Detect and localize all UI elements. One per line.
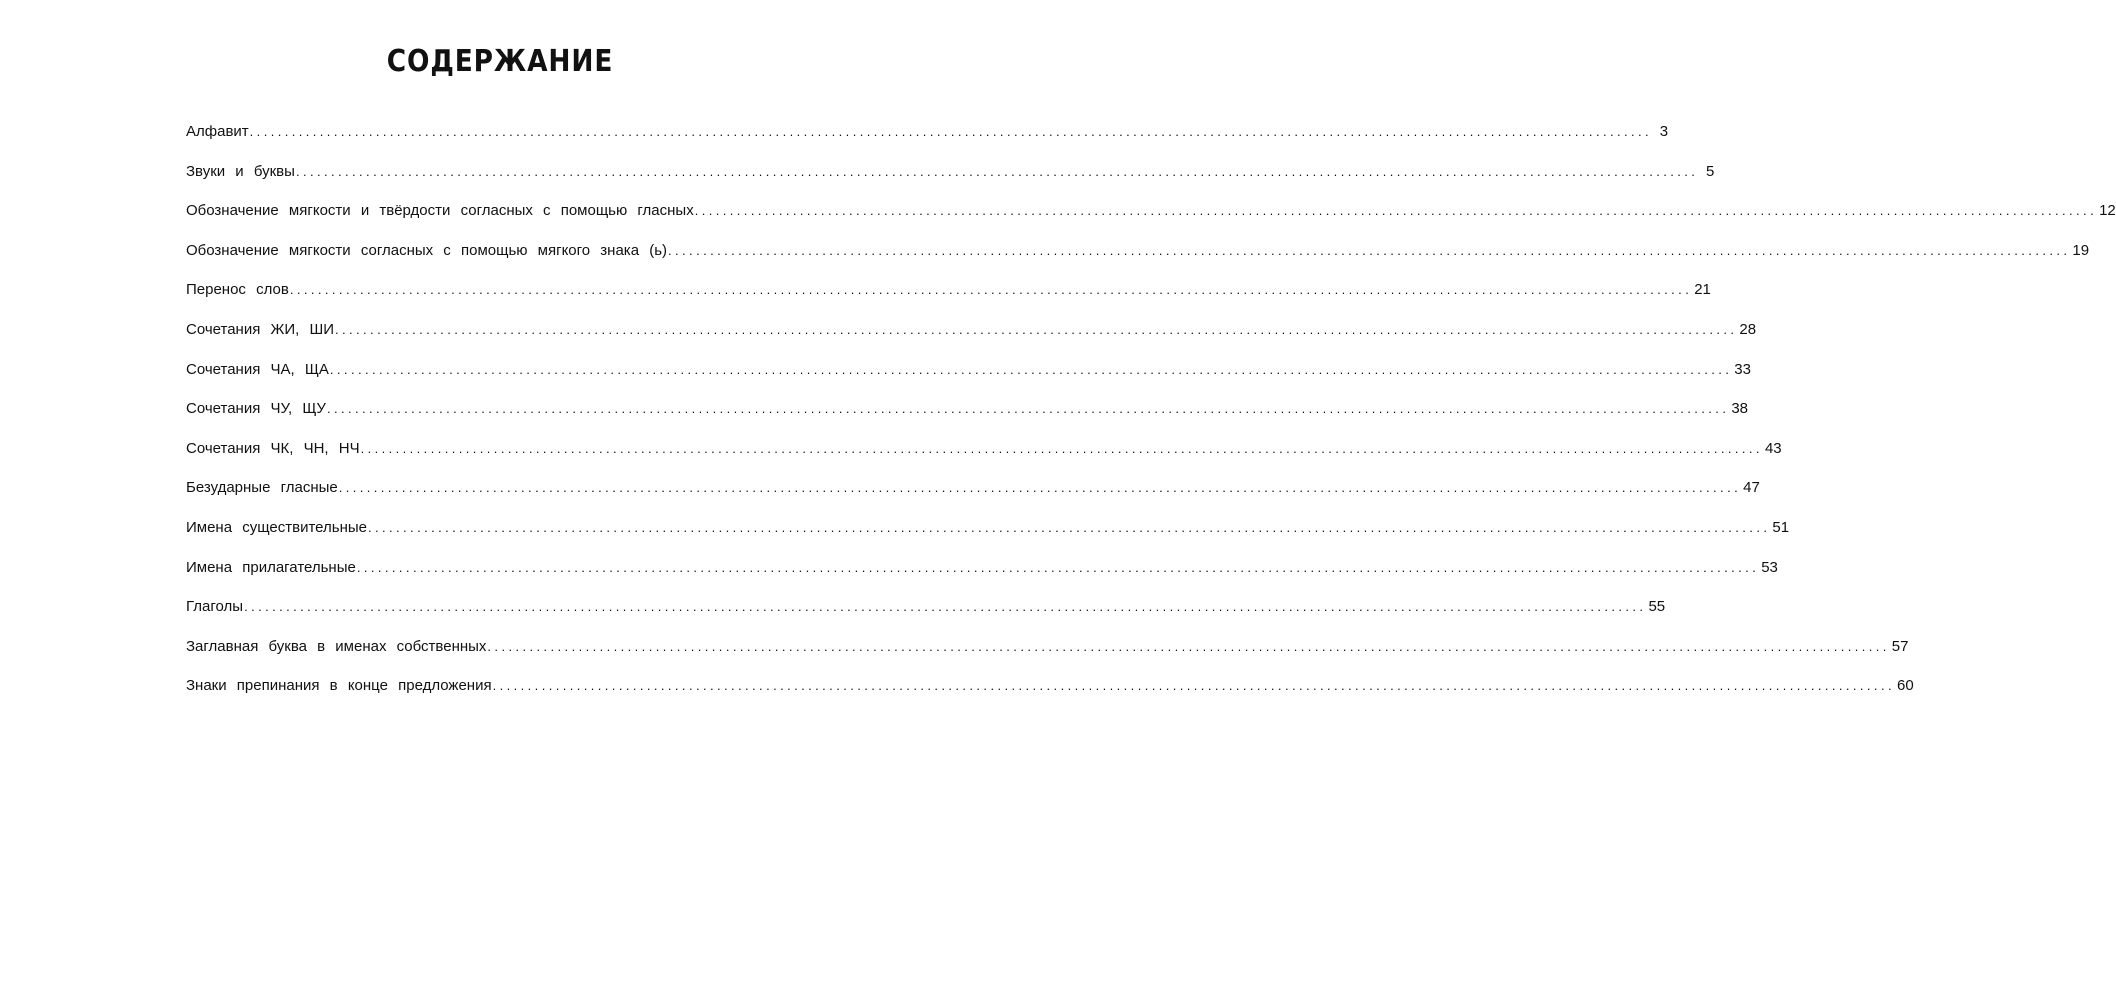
toc-entry (186, 672, 1914, 712)
dot-leader: ........................................................................................................................................................................................................ (367, 519, 1771, 535)
dot-leader: ........................................................................................................................................................................................................ (329, 361, 1733, 377)
toc-entry (186, 554, 1778, 594)
toc-entry-title: Сочетания ЖИ, ШИ (186, 320, 334, 338)
dot-leader: ........................................................................................................................................................................................................ (360, 440, 1763, 456)
toc-entry (186, 316, 1757, 356)
toc-entry (186, 514, 1790, 554)
toc-entry-title: Сочетания ЧУ, ЩУ (186, 400, 326, 418)
toc-entry-title: Имена существительные (186, 518, 367, 536)
toc-entry-title: Сочетания ЧК, ЧН, НЧ (186, 439, 360, 457)
toc-entry (186, 276, 1711, 316)
toc-entry-title: Заглавная буква в именах собственных (186, 637, 487, 655)
page-title: СОДЕРЖАНИЕ (386, 44, 614, 79)
dot-leader: ........................................................................................................................................................................................................ (289, 282, 1693, 298)
toc-entry-title: Перенос слов (186, 281, 289, 299)
toc-entry (186, 435, 1782, 475)
dot-leader: ........................................................................................................................................................................................................ (295, 163, 1699, 179)
dot-leader: ........................................................................................................................................................................................................ (335, 321, 1738, 337)
toc-entry-page-number: 28 (1739, 320, 1757, 338)
toc-entry-page-number: 12 (2099, 202, 2116, 220)
table-of-contents (186, 118, 2116, 712)
toc-entry (186, 158, 1715, 198)
toc-entry-page-number: 3 (1659, 123, 1669, 140)
toc-entry-title: Имена прилагательные (186, 558, 356, 576)
toc-entry (186, 593, 1666, 633)
toc-entry-title: Глаголы (186, 598, 244, 616)
toc-entry-page-number: 33 (1734, 360, 1751, 378)
toc-entry-page-number: 43 (1764, 439, 1782, 457)
toc-entry-page-number: 19 (2072, 241, 2090, 259)
toc-entry (186, 118, 1669, 158)
dot-leader: ........................................................................................................................................................................................................ (356, 559, 1760, 575)
toc-entry-page-number: 53 (1761, 558, 1778, 576)
toc-entry (186, 633, 1909, 673)
toc-entry-page-number: 51 (1772, 518, 1790, 536)
toc-entry-page-number: 60 (1896, 677, 1914, 695)
toc-entry (186, 197, 2116, 237)
toc-entry-title: Обозначение мягкости и твёрдости согласных с помощью гласных (186, 202, 694, 220)
toc-entry-page-number: 38 (1731, 400, 1749, 418)
toc-entry-page-number: 57 (1891, 637, 1909, 655)
toc-entry-title: Звуки и буквы (186, 162, 295, 180)
toc-entry-title: Алфавит (186, 123, 249, 140)
dot-leader: ........................................................................................................................................................................................................ (249, 124, 1653, 139)
toc-entry (186, 237, 2090, 277)
toc-entry-page-number: 21 (1694, 281, 1711, 299)
dot-leader: ........................................................................................................................................................................................................ (668, 242, 2071, 258)
dot-leader: ........................................................................................................................................................................................................ (492, 678, 1895, 694)
dot-leader: ........................................................................................................................................................................................................ (694, 203, 2098, 219)
toc-entry-title: Безударные гласные (186, 479, 338, 497)
toc-entry (186, 356, 1751, 396)
toc-entry-title: Сочетания ЧА, ЩА (186, 360, 329, 378)
dot-leader: ........................................................................................................................................................................................................ (487, 638, 1890, 654)
dot-leader: ........................................................................................................................................................................................................ (244, 599, 1647, 615)
toc-entry-title: Обозначение мягкости согласных с помощью мягкого знака (ь) (186, 241, 668, 259)
toc-entry (186, 395, 1749, 435)
dot-leader: ........................................................................................................................................................................................................ (338, 480, 1742, 496)
toc-entry (186, 474, 1760, 514)
toc-entry-title: Знаки препинания в конце предложения (186, 677, 492, 695)
toc-entry-page-number: 5 (1705, 162, 1715, 180)
toc-entry-page-number: 47 (1743, 479, 1760, 497)
dot-leader: ........................................................................................................................................................................................................ (326, 401, 1730, 417)
toc-entry-page-number: 55 (1648, 598, 1666, 616)
